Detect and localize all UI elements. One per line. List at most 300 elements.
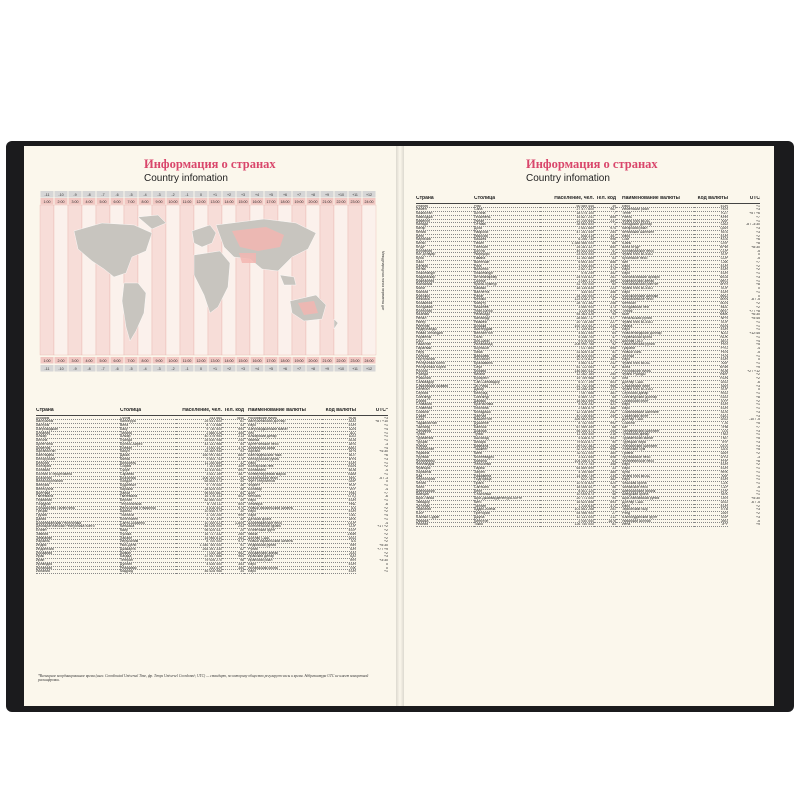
cell-code: ILS: [322, 540, 356, 544]
cell-population: 37 547 686: [176, 555, 222, 559]
time-label: -6: [115, 367, 119, 371]
cell-currency: Вона КНДР: [616, 246, 694, 250]
cell-currency: Евро: [244, 510, 322, 514]
cell-utc: +1 / +2: [377, 525, 388, 529]
col-phone: Тел. код: [223, 408, 244, 413]
cell-utc: -8 / -5: [750, 298, 760, 302]
cell-utc: +5: [756, 437, 760, 440]
cell-population: 160 991 563: [176, 454, 222, 458]
cell-population: 101 853 268: [540, 508, 594, 512]
time-label: 12:00: [196, 200, 206, 204]
cell-code: ZAR: [694, 512, 728, 516]
cell-code: QAR: [694, 227, 728, 231]
cell-code: BDT: [322, 454, 356, 458]
cell-capital: Сингапур: [474, 396, 540, 400]
cell-code: GBP: [322, 480, 356, 484]
cell-capital: Ямусукро: [474, 253, 540, 257]
cell-phone: 250: [594, 373, 616, 377]
cell-phone: 31: [594, 328, 616, 332]
cell-country: Австрия: [36, 424, 120, 428]
cell-code: MYR: [694, 283, 728, 287]
cell-currency: Саудовский риял: [616, 385, 694, 389]
cell-currency: Гривна: [616, 452, 694, 456]
cell-capital: Братислава: [474, 403, 540, 407]
cell-phone: 1-809: [222, 522, 244, 526]
cell-code: SYP: [694, 400, 728, 404]
cell-utc: -4: [384, 469, 388, 472]
cell-phone: 40: [594, 377, 616, 381]
cell-country: Япония: [416, 523, 474, 527]
cell-utc: +3: [756, 414, 760, 418]
top-offset-labels: [41, 191, 376, 198]
cell-population: 17 149 643: [540, 328, 594, 332]
cell-country: Иордания: [36, 552, 120, 556]
cell-population: 16 176 133: [176, 495, 222, 499]
cell-code: MKD: [694, 280, 728, 284]
cell-code: YER: [694, 208, 728, 212]
time-label: +10: [337, 193, 345, 197]
cell-country: Мали: [416, 287, 474, 291]
time-label: 1:00: [43, 200, 51, 204]
cell-utc: +2: [384, 551, 388, 555]
cell-capital: Эр-Рияд: [474, 385, 540, 389]
table-body: [36, 417, 388, 575]
cell-capital: Вильнюс: [474, 268, 540, 272]
cell-currency: Конголезский франк: [244, 525, 322, 529]
cell-currency: Евро: [616, 463, 694, 467]
top-time-labels: [41, 198, 376, 205]
cell-capital: Луанда: [120, 439, 176, 443]
cell-capital: Ташкент: [474, 448, 540, 452]
cell-currency: Сомони: [616, 422, 694, 426]
cell-currency: Лей: [616, 377, 694, 381]
time-label: 3:00: [71, 200, 79, 204]
time-label: -11: [44, 367, 50, 371]
cell-currency: Доллар США: [244, 537, 322, 541]
time-zone-map: [34, 191, 394, 381]
cell-population: 35 664 600: [540, 223, 594, 227]
cell-code: CNY: [694, 242, 728, 246]
cell-capital: Сеул: [474, 366, 540, 370]
cell-phone: 211: [594, 516, 616, 520]
time-label: 15:00: [238, 200, 248, 204]
cell-population: 146 880 432: [540, 370, 594, 374]
cell-utc: +5:45: [751, 317, 760, 320]
cell-capital: Валлетта: [474, 291, 540, 295]
cell-population: 40 235 540: [540, 415, 594, 419]
cell-capital: Минск: [120, 458, 176, 462]
cell-capital: Мадрид: [120, 570, 176, 574]
cell-code: TZS: [694, 430, 728, 434]
cell-country: Нигерия: [416, 325, 474, 329]
cell-population: 28 850 717: [540, 317, 594, 321]
time-label: +3: [240, 367, 246, 371]
cell-phone: 964: [222, 555, 244, 559]
cell-phone: 375: [222, 458, 244, 462]
cell-country: Индия: [36, 544, 120, 548]
time-zone-band: [40, 205, 54, 355]
cell-utc: +8: [756, 283, 760, 287]
cell-population: 8 700 000: [176, 540, 222, 544]
time-label: 7:00: [127, 200, 135, 204]
page-spine: [396, 146, 404, 706]
cell-country: Колумбия: [416, 250, 474, 254]
cell-currency: Доллар США: [616, 381, 694, 385]
cell-phone: 65: [594, 396, 616, 400]
cell-population: 25 830 958: [176, 439, 222, 443]
cell-country: Франция: [416, 467, 474, 471]
cell-population: 4 816 503: [176, 507, 222, 511]
cell-utc: +1: [756, 272, 760, 275]
cell-population: 16 624 858: [540, 501, 594, 505]
cell-country: Украина: [416, 452, 474, 456]
cell-phone: 1: [594, 223, 616, 227]
cell-country: Словакия: [416, 403, 474, 407]
cell-capital: Нью-Дели: [120, 544, 176, 548]
cell-country: Чад: [416, 475, 474, 479]
cell-utc: -3: [756, 455, 760, 459]
cell-phone: 48: [594, 355, 616, 359]
cell-country: Венгрия: [36, 484, 120, 488]
cell-currency: Норвежская крона: [616, 336, 694, 340]
time-label: 20:00: [308, 359, 318, 363]
cell-currency: Турецкая лира: [616, 441, 694, 445]
cell-code: KPW: [694, 246, 728, 250]
cell-population: 7 017 854: [540, 347, 594, 351]
cell-utc: 0: [386, 566, 388, 570]
cell-code: XAF: [694, 362, 728, 366]
cell-code: EUR: [694, 205, 728, 209]
cell-country: Йемен: [416, 208, 474, 212]
cell-country: Люксембург: [416, 272, 474, 276]
cell-country: Норвегия: [416, 336, 474, 340]
cell-population: 46 528 966: [176, 570, 222, 574]
cell-currency: Датская крона: [244, 518, 322, 522]
cell-population: 12 262 164: [540, 373, 594, 377]
cell-capital: Иерусалим: [120, 540, 176, 544]
cell-phone: 977: [594, 317, 616, 321]
cell-code: SGD: [694, 396, 728, 400]
cell-phone: 27: [594, 512, 616, 516]
time-label: 19:00: [294, 359, 304, 363]
cell-currency: Российский рубль: [244, 417, 322, 421]
cell-utc: +5: [756, 422, 760, 425]
cell-code: HNL: [322, 503, 356, 507]
left-page: [24, 146, 400, 706]
cell-country: Афганистан: [36, 450, 120, 454]
cell-currency: Доллар США: [616, 418, 694, 422]
cell-phone: 850: [594, 246, 616, 250]
cell-currency: Евро: [616, 407, 694, 411]
cell-currency: Уругвайское песо: [616, 456, 694, 460]
time-label: 12:00: [196, 359, 206, 363]
cell-capital: Нджамена: [474, 475, 540, 479]
cell-code: XOF: [694, 253, 728, 257]
cell-capital: Сукре: [120, 469, 176, 473]
cell-country: Таджикистан: [416, 422, 474, 426]
cell-currency: Франк КФА BCEAO: [616, 287, 694, 291]
cell-phone: 63: [594, 460, 616, 464]
cell-country: Катар: [416, 227, 474, 231]
cell-currency: Танзанийский шиллинг: [616, 430, 694, 434]
cell-utc: +1: [756, 407, 760, 410]
cell-code: EUR: [694, 407, 728, 411]
cell-capital: Никосия: [474, 235, 540, 239]
cell-population: 333 529: [176, 567, 222, 571]
cell-capital: Вена: [120, 424, 176, 428]
cell-phone: 227: [594, 321, 616, 325]
cell-phone: 251: [594, 508, 616, 512]
cell-currency: Кип: [616, 261, 694, 265]
cell-code: NGN: [694, 325, 728, 329]
cell-country: Тунис: [416, 433, 474, 437]
cell-capital: Лусака: [120, 533, 176, 537]
cell-code: LAK: [694, 261, 728, 265]
cell-population: 1 385 566 000: [540, 242, 594, 246]
time-label: +5: [268, 367, 274, 371]
cell-population: 25 281 327: [540, 246, 594, 250]
time-label: +11: [352, 367, 358, 371]
cell-capital: Джуба: [474, 516, 540, 520]
cell-code: EUR: [322, 462, 356, 466]
time-zone-band: [68, 205, 82, 355]
cell-population: 14 496 739: [540, 475, 594, 479]
time-label: -8: [87, 193, 91, 197]
cell-capital: Абу-Даби: [474, 340, 540, 344]
cell-currency: Фунт стерлингов: [244, 480, 322, 484]
cell-code: EUR: [322, 570, 356, 574]
cell-population: 5 471 753: [540, 463, 594, 467]
cell-population: 95 425 437: [176, 529, 222, 533]
cell-capital: Оттава: [474, 223, 540, 227]
cell-capital: Астана: [474, 212, 540, 216]
cell-utc: +6:30: [751, 313, 760, 317]
cell-capital: Кингстон: [474, 520, 540, 524]
cell-capital: Абуджа: [474, 325, 540, 329]
cell-code: HUF: [322, 484, 356, 488]
cell-country: Камерун: [416, 220, 474, 224]
cell-currency: Боливиано: [244, 469, 322, 473]
cell-country: Перу: [416, 351, 474, 355]
cell-code: RUB: [322, 417, 356, 421]
cell-currency: Евро: [616, 403, 694, 407]
cell-currency: Вона: [616, 366, 694, 370]
cell-capital: Асунсьон: [474, 347, 540, 351]
cell-currency: Евро: [616, 328, 694, 332]
cell-country: Танзания: [416, 430, 474, 434]
cell-country: Аргентина: [36, 443, 120, 447]
time-label: -1: [185, 367, 189, 371]
cell-population: 27 477 600: [540, 208, 594, 212]
cell-phone: 30: [222, 510, 244, 514]
time-label: 17:00: [266, 200, 276, 204]
cell-country: Вьетнам: [36, 492, 120, 496]
cell-population: 10 005 673: [540, 493, 594, 497]
cell-phone: 856: [594, 261, 616, 265]
cell-country: Таиланд: [416, 426, 474, 430]
time-label: 23:00: [350, 200, 360, 204]
cell-currency: Марокканский дирхам: [616, 295, 694, 299]
cell-code: BRL: [322, 477, 356, 481]
cell-currency: Колумбийское песо: [616, 250, 694, 254]
cell-population: 10 846 979: [176, 510, 222, 514]
cell-phone: 962: [222, 552, 244, 556]
cell-country: Казахстан: [416, 212, 474, 216]
cell-currency: Евро: [616, 265, 694, 269]
col-currency: Наименование валюты: [248, 408, 306, 413]
cell-utc: +3: [756, 440, 760, 444]
cell-utc: +2: [384, 510, 388, 514]
cell-currency: Филиппинское песо: [616, 460, 694, 464]
cell-currency: Новый израильский шекель: [244, 540, 322, 544]
cell-currency: Пакистанская рупия: [616, 343, 694, 347]
cell-capital: Тбилиси: [120, 514, 176, 518]
time-label: -11: [44, 193, 50, 197]
cell-country: Мадагаскар: [416, 276, 474, 280]
cell-capital: Тунис: [474, 433, 540, 437]
cell-phone: 66: [594, 426, 616, 430]
cell-capital: Вьентьян: [474, 261, 540, 265]
cell-currency: Кьят: [616, 313, 694, 317]
time-label: +1: [212, 367, 218, 371]
cell-code: XAF: [694, 220, 728, 224]
cell-utc: +1: [756, 279, 760, 283]
cell-phone: 51: [594, 351, 616, 355]
time-label: +12: [365, 367, 373, 371]
cell-currency: Иена: [616, 523, 694, 527]
time-label: 22:00: [336, 200, 346, 204]
cell-population: 8 725 111: [176, 503, 222, 507]
cell-code: IRR: [322, 559, 356, 563]
cell-utc: -5: [756, 249, 760, 253]
cell-code: CZK: [694, 482, 728, 486]
time-label: -5: [129, 367, 133, 371]
cell-capital: Сараево: [120, 473, 176, 477]
cell-population: 3 720 200: [176, 514, 222, 518]
cell-utc: +4: [384, 514, 388, 517]
cell-phone: 82: [594, 366, 616, 370]
cell-utc: +1: [756, 392, 760, 395]
cell-utc: +2: [756, 452, 760, 455]
cell-utc: +1: [756, 204, 760, 208]
cell-code: MNT: [694, 310, 728, 314]
cell-population: 8 773 686: [176, 424, 222, 428]
cell-country: Великобритания: [36, 480, 120, 484]
cell-code: PYG: [694, 347, 728, 351]
cell-population: 15 256 346: [540, 388, 594, 392]
cell-country: Республика Корея: [416, 366, 474, 370]
cell-phone: 359: [222, 465, 244, 469]
cell-utc: +5: [756, 448, 760, 452]
cell-country: Киргизия: [416, 238, 474, 242]
cell-population: 9 504 743: [176, 458, 222, 462]
cell-country: Китай: [416, 242, 474, 246]
cell-currency: Евро: [616, 358, 694, 362]
cell-country: Южный Судан: [416, 516, 474, 520]
cell-capital: Кигали: [474, 373, 540, 377]
cell-utc: +2: [384, 529, 388, 532]
cell-phone: 39: [594, 205, 616, 209]
time-label: 9:00: [155, 359, 163, 363]
cell-code: CAD: [694, 223, 728, 227]
cell-country: Доминиканская Республика: [36, 522, 120, 526]
time-label: 5:00: [99, 359, 107, 363]
cell-country: Алжир: [36, 435, 120, 439]
time-label: 13:00: [210, 200, 220, 204]
cell-utc: +1: [756, 474, 760, 478]
cell-code: EUR: [694, 265, 728, 269]
cell-currency: Кетсаль: [244, 495, 322, 499]
cell-utc: -6: [384, 502, 388, 506]
cell-country: Уругвай: [416, 456, 474, 460]
cell-capital: Брюссель: [120, 462, 176, 466]
cell-currency: Чешская крона: [616, 482, 694, 486]
cell-phone: 221: [594, 388, 616, 392]
cell-utc: +2: [756, 512, 760, 515]
cell-code: XAF: [694, 475, 728, 479]
cell-currency: Евро: [616, 235, 694, 239]
right-page: [400, 146, 774, 706]
cell-utc: +1: [756, 335, 760, 339]
cell-population: 18 563 595: [540, 400, 594, 404]
cell-capital: Лондон: [120, 480, 176, 484]
cell-phone: 47: [594, 336, 616, 340]
cell-capital: Рабат: [474, 295, 540, 299]
cell-country: Черногория: [416, 478, 474, 482]
cell-capital: Тегусигальпа: [120, 503, 176, 507]
cell-code: JOD: [322, 552, 356, 556]
cell-currency: Катарский риал: [616, 227, 694, 231]
time-label: -9: [73, 367, 77, 371]
cell-capital: Ашхабад: [474, 437, 540, 441]
cell-currency: Исландская крона: [244, 567, 322, 571]
cell-capital: Буэнос-Айрес: [120, 443, 176, 447]
cell-phone: 92: [594, 343, 616, 347]
cell-capital: Антананариву: [474, 276, 540, 280]
cell-utc: +1: [756, 324, 760, 328]
cell-phone: 223: [594, 287, 616, 291]
col-utc: UTC: [749, 196, 760, 201]
cell-currency: Тенге: [616, 212, 694, 216]
col-utc: UTC*: [375, 408, 388, 413]
cell-utc: +8: [756, 395, 760, 399]
cell-utc: +1: [756, 433, 760, 437]
cell-capital: Мехико: [474, 298, 540, 302]
cell-capital: Москва: [474, 370, 540, 374]
cell-utc: 0: [758, 358, 760, 362]
cell-utc: +3: [756, 429, 760, 433]
col-code: Код валюты: [697, 196, 728, 201]
cell-currency: Лари: [244, 514, 322, 518]
cell-capital: Берлин: [120, 499, 176, 503]
time-label: -5: [129, 193, 133, 197]
cell-code: RSD: [694, 392, 728, 396]
cell-phone: 255: [594, 430, 616, 434]
cell-utc: +5: [756, 343, 760, 347]
cell-code: CUP: [694, 257, 728, 261]
time-label: +4: [254, 367, 260, 371]
cell-capital: Будапешт: [120, 484, 176, 488]
cell-phone: 504: [222, 503, 244, 507]
cell-capital: Таллин: [474, 505, 540, 509]
cell-phone: 20: [222, 529, 244, 533]
cell-utc: +1: [756, 320, 760, 324]
cell-phone: 963: [594, 400, 616, 404]
cell-code: DKK: [322, 518, 356, 522]
cell-capital: Найроби: [474, 231, 540, 235]
cell-utc: +1: [756, 482, 760, 485]
cell-code: PEN: [694, 351, 728, 355]
